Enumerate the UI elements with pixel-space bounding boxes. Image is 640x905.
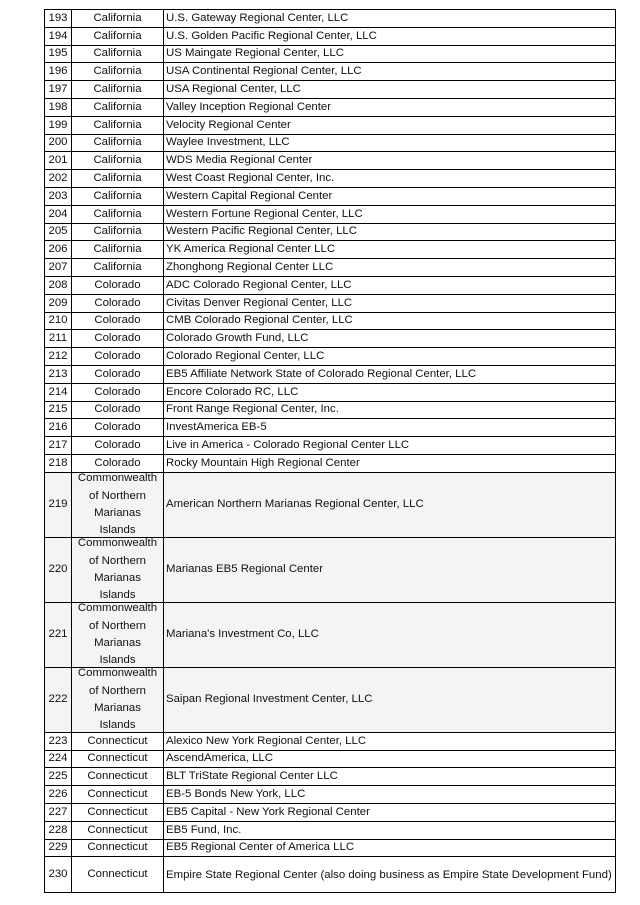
center-name: ADC Colorado Regional Center, LLC (164, 276, 616, 294)
table-row (45, 419, 616, 437)
state-line: Marianas (94, 636, 141, 649)
state-line: of Northern (89, 619, 146, 632)
state-cell: California (72, 152, 164, 170)
table-row (45, 667, 616, 732)
center-name: Marianas EB5 Regional Center (164, 537, 616, 602)
state-line: Commonwealth (77, 667, 158, 680)
center-name: EB5 Capital - New York Regional Center (164, 803, 616, 821)
center-name: InvestAmerica EB-5 (164, 419, 616, 437)
state-cell: Colorado (72, 383, 164, 401)
center-name: Encore Colorado RC, LLC (164, 383, 616, 401)
state-cell: California (72, 81, 164, 99)
state-line: Islands (99, 653, 136, 666)
center-name: EB-5 Bonds New York, LLC (164, 786, 616, 804)
row-number: 201 (45, 152, 72, 170)
row-number: 209 (45, 294, 72, 312)
center-name: CMB Colorado Regional Center, LLC (164, 312, 616, 330)
row-number: 198 (45, 98, 72, 116)
table-row (45, 602, 616, 667)
center-name: Front Range Regional Center, Inc. (164, 401, 616, 419)
row-number: 212 (45, 348, 72, 366)
row-number: 230 (45, 857, 72, 893)
state-cell (72, 602, 164, 667)
state-cell: California (72, 223, 164, 241)
row-number: 228 (45, 821, 72, 839)
state-lines (74, 603, 161, 667)
state-cell: California (72, 10, 164, 28)
row-number: 223 (45, 732, 72, 750)
row-number: 222 (45, 667, 72, 732)
state-cell: California (72, 63, 164, 81)
state-cell: California (72, 205, 164, 223)
center-name: Live in America - Colorado Regional Center LLC (164, 437, 616, 455)
state-cell (72, 537, 164, 602)
state-cell: Colorado (72, 330, 164, 348)
state-cell (72, 667, 164, 732)
state-line: Commonwealth (77, 537, 158, 550)
table-row (45, 768, 616, 786)
state-cell: California (72, 45, 164, 63)
state-line: Commonwealth (77, 602, 158, 615)
state-cell: California (72, 241, 164, 259)
row-number: 206 (45, 241, 72, 259)
center-name: US Maingate Regional Center, LLC (164, 45, 616, 63)
center-name: Alexico New York Regional Center, LLC (164, 732, 616, 750)
state-cell: Colorado (72, 312, 164, 330)
state-lines (74, 473, 161, 537)
state-cell: Colorado (72, 294, 164, 312)
state-line: of Northern (89, 489, 146, 502)
center-name: BLT TriState Regional Center LLC (164, 768, 616, 786)
state-line: Islands (99, 588, 136, 601)
row-number: 197 (45, 81, 72, 99)
table-row (45, 152, 616, 170)
row-number: 215 (45, 401, 72, 419)
state-cell: Colorado (72, 437, 164, 455)
state-cell: Connecticut (72, 786, 164, 804)
state-cell: California (72, 187, 164, 205)
state-cell: Connecticut (72, 732, 164, 750)
state-cell: Connecticut (72, 839, 164, 857)
table-row (45, 312, 616, 330)
table-row (45, 27, 616, 45)
state-cell: Connecticut (72, 768, 164, 786)
table-row (45, 81, 616, 99)
center-name: West Coast Regional Center, Inc. (164, 170, 616, 188)
center-name: Velocity Regional Center (164, 116, 616, 134)
table-row (45, 170, 616, 188)
state-lines (74, 668, 161, 732)
table-row (45, 134, 616, 152)
table-row (45, 330, 616, 348)
row-number: 224 (45, 750, 72, 768)
state-cell: Connecticut (72, 857, 164, 893)
state-line: Islands (99, 718, 136, 731)
row-number: 196 (45, 63, 72, 81)
row-number: 194 (45, 27, 72, 45)
center-name: Western Pacific Regional Center, LLC (164, 223, 616, 241)
row-number: 214 (45, 383, 72, 401)
center-name: Rocky Mountain High Regional Center (164, 454, 616, 472)
state-line: Commonwealth (77, 472, 158, 485)
center-name: Waylee Investment, LLC (164, 134, 616, 152)
state-cell: California (72, 27, 164, 45)
state-cell: Colorado (72, 419, 164, 437)
table-row (45, 348, 616, 366)
center-name: Western Fortune Regional Center, LLC (164, 205, 616, 223)
regional-center-table (44, 9, 616, 893)
table-row (45, 294, 616, 312)
center-name: EB5 Affiliate Network State of Colorado Regional Center, LLC (164, 365, 616, 383)
state-line: Marianas (94, 506, 141, 519)
row-number: 216 (45, 419, 72, 437)
center-name: Western Capital Regional Center (164, 187, 616, 205)
row-number: 225 (45, 768, 72, 786)
center-name: EB5 Fund, Inc. (164, 821, 616, 839)
row-number: 200 (45, 134, 72, 152)
state-cell: Colorado (72, 365, 164, 383)
table-row (45, 223, 616, 241)
table-row (45, 821, 616, 839)
table-row (45, 750, 616, 768)
row-number: 207 (45, 259, 72, 277)
table-row (45, 803, 616, 821)
table-row (45, 365, 616, 383)
center-name: Mariana's Investment Co, LLC (164, 602, 616, 667)
center-name: Valley Inception Regional Center (164, 98, 616, 116)
state-line: of Northern (89, 554, 146, 567)
center-name: Empire State Regional Center (also doing business as Empire State Development Fund) (164, 857, 616, 893)
center-name: WDS Media Regional Center (164, 152, 616, 170)
state-cell: California (72, 116, 164, 134)
table-row (45, 241, 616, 259)
state-cell: Colorado (72, 401, 164, 419)
center-name: American Northern Marianas Regional Center, LLC (164, 472, 616, 537)
row-number: 193 (45, 10, 72, 28)
table-row (45, 276, 616, 294)
row-number: 195 (45, 45, 72, 63)
row-number: 217 (45, 437, 72, 455)
row-number: 203 (45, 187, 72, 205)
center-name: Civitas Denver Regional Center, LLC (164, 294, 616, 312)
table-row (45, 383, 616, 401)
center-name: Zhonghong Regional Center LLC (164, 259, 616, 277)
center-name: Colorado Regional Center, LLC (164, 348, 616, 366)
center-name: YK America Regional Center LLC (164, 241, 616, 259)
center-name: Colorado Growth Fund, LLC (164, 330, 616, 348)
state-line: Marianas (94, 701, 141, 714)
center-name: Saipan Regional Investment Center, LLC (164, 667, 616, 732)
row-number: 221 (45, 602, 72, 667)
state-cell: Connecticut (72, 821, 164, 839)
state-cell: Colorado (72, 348, 164, 366)
table-row (45, 537, 616, 602)
center-name: U.S. Golden Pacific Regional Center, LLC (164, 27, 616, 45)
state-cell (72, 472, 164, 537)
row-number: 202 (45, 170, 72, 188)
state-cell: California (72, 170, 164, 188)
table-row (45, 401, 616, 419)
table-row (45, 472, 616, 537)
state-cell: Colorado (72, 276, 164, 294)
center-name: USA Continental Regional Center, LLC (164, 63, 616, 81)
table-row (45, 259, 616, 277)
table-row (45, 732, 616, 750)
state-cell: California (72, 259, 164, 277)
table-row (45, 857, 616, 893)
row-number: 204 (45, 205, 72, 223)
row-number: 205 (45, 223, 72, 241)
table-row (45, 98, 616, 116)
center-name: U.S. Gateway Regional Center, LLC (164, 10, 616, 28)
row-number: 210 (45, 312, 72, 330)
state-cell: Connecticut (72, 803, 164, 821)
table-row (45, 45, 616, 63)
table-row (45, 437, 616, 455)
table-row (45, 454, 616, 472)
row-number: 229 (45, 839, 72, 857)
center-name: USA Regional Center, LLC (164, 81, 616, 99)
row-number: 226 (45, 786, 72, 804)
state-cell: Colorado (72, 454, 164, 472)
state-lines (74, 538, 161, 602)
center-name: AscendAmerica, LLC (164, 750, 616, 768)
row-number: 211 (45, 330, 72, 348)
state-cell: California (72, 98, 164, 116)
row-number: 208 (45, 276, 72, 294)
row-number: 218 (45, 454, 72, 472)
table-row (45, 10, 616, 28)
row-number: 227 (45, 803, 72, 821)
state-cell: Connecticut (72, 750, 164, 768)
row-number: 199 (45, 116, 72, 134)
table-row (45, 116, 616, 134)
state-line: Islands (99, 523, 136, 536)
state-line: Marianas (94, 571, 141, 584)
row-number: 219 (45, 472, 72, 537)
table-row (45, 187, 616, 205)
state-line: of Northern (89, 684, 146, 697)
center-name: EB5 Regional Center of America LLC (164, 839, 616, 857)
row-number: 213 (45, 365, 72, 383)
table-body (45, 10, 616, 893)
table-row (45, 205, 616, 223)
table-row (45, 786, 616, 804)
state-cell: California (72, 134, 164, 152)
row-number: 220 (45, 537, 72, 602)
table-row (45, 839, 616, 857)
table-row (45, 63, 616, 81)
